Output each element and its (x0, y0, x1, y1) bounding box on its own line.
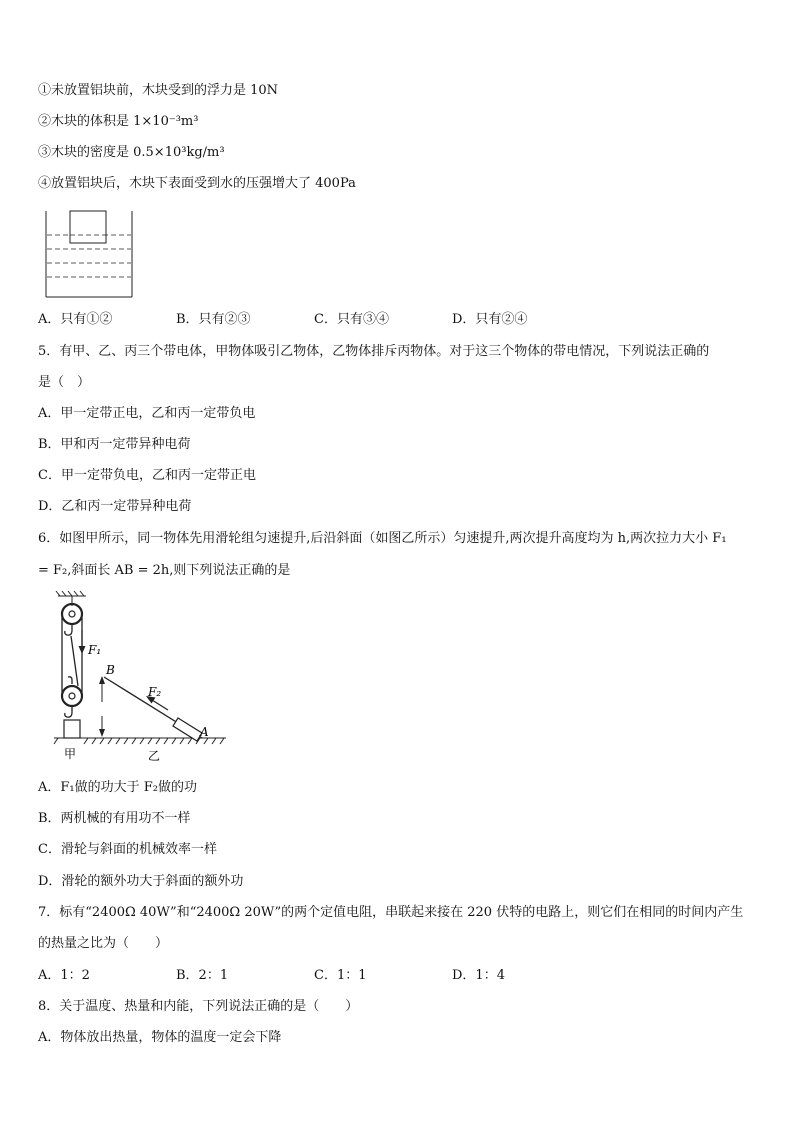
q7-option-c[interactable]: C．1：1 (314, 968, 367, 983)
f1-label: F₁ (88, 643, 102, 657)
wooden-block (70, 211, 106, 243)
point-a-label: A (200, 725, 209, 739)
q6-option-a[interactable]: A．F₁做的功大于 F₂做的功 (38, 780, 197, 795)
q4-statement-4: ④放置铝块后，木块下表面受到水的压强增大了 400Pa (38, 176, 356, 191)
fixed-pulley-icon (62, 604, 82, 624)
q4-statement-2: ②木块的体积是 1×10⁻³m³ (38, 114, 199, 129)
q4-statement-1: ①未放置铝块前，木块受到的浮力是 10N (38, 83, 279, 98)
q4-option-b[interactable]: B．只有②③ (176, 312, 251, 327)
q4-statement-3: ③木块的密度是 0.5×10³kg/m³ (38, 145, 225, 160)
q7-stem-line2: 的热量之比为（ ） (38, 936, 169, 951)
pulley-incline-figure (40, 590, 240, 765)
movable-pulley-icon (62, 686, 82, 706)
q6-stem-line2: = F₂,斜面长 AB = 2h,则下列说法正确的是 (38, 563, 291, 578)
q8-option-a[interactable]: A．物体放出热量，物体的温度一定会下降 (38, 1030, 282, 1045)
load-block (64, 720, 80, 738)
q5-stem-line1: 5．有甲、乙、丙三个带电体，甲物体吸引乙物体，乙物体排斥丙物体。对于这三个物体的带电情况，下列说法正确的 (38, 344, 710, 359)
q5-option-a[interactable]: A．甲一定带正电，乙和丙一定带负电 (38, 406, 256, 421)
q6-option-d[interactable]: D．滑轮的额外功大于斜面的额外功 (38, 874, 244, 889)
q7-option-b[interactable]: B．2：1 (176, 968, 229, 983)
hook-icon (65, 625, 72, 635)
caption-yi: 乙 (148, 749, 161, 763)
q6-option-b[interactable]: B．两机械的有用功不一样 (38, 811, 191, 826)
q4-option-c[interactable]: C．只有③④ (314, 312, 389, 327)
q6-stem-line1: 6．如图甲所示，同一物体先用滑轮组匀速提升,后沿斜面（如图乙所示）匀速提升,两次提升高度均为 h,两次拉力大小 F₁ (38, 531, 727, 546)
q4-option-a[interactable]: A．只有①② (38, 312, 113, 327)
f2-label: F₂ (148, 685, 162, 699)
q7-stem-line1: 7．标有“2400Ω 40W”和“2400Ω 20W”的两个定值电阻，串联起来接在 220 伏特的电路上，则它们在相同的时间内产生 (38, 905, 744, 920)
q5-option-c[interactable]: C．甲一定带负电，乙和丙一定带正电 (38, 468, 256, 483)
q4-options (38, 310, 598, 330)
q7-option-d[interactable]: D．1：4 (452, 968, 505, 983)
water-container-figure (40, 205, 140, 301)
q7-options (38, 966, 598, 986)
q5-option-b[interactable]: B．甲和丙一定带异种电荷 (38, 437, 191, 452)
f1-arrowhead (79, 646, 86, 654)
caption-jia: 甲 (64, 747, 77, 761)
q6-option-c[interactable]: C．滑轮与斜面的机械效率一样 (38, 842, 217, 857)
q5-option-d[interactable]: D．乙和丙一定带异种电荷 (38, 499, 192, 514)
q7-option-a[interactable]: A．1：2 (38, 968, 90, 983)
q8-stem: 8．关于温度、热量和内能，下列说法正确的是（ ） (38, 999, 359, 1014)
point-b-label: B (106, 663, 115, 677)
q4-option-d[interactable]: D．只有②④ (452, 312, 528, 327)
q5-stem-line2: 是（ ） (38, 375, 91, 390)
